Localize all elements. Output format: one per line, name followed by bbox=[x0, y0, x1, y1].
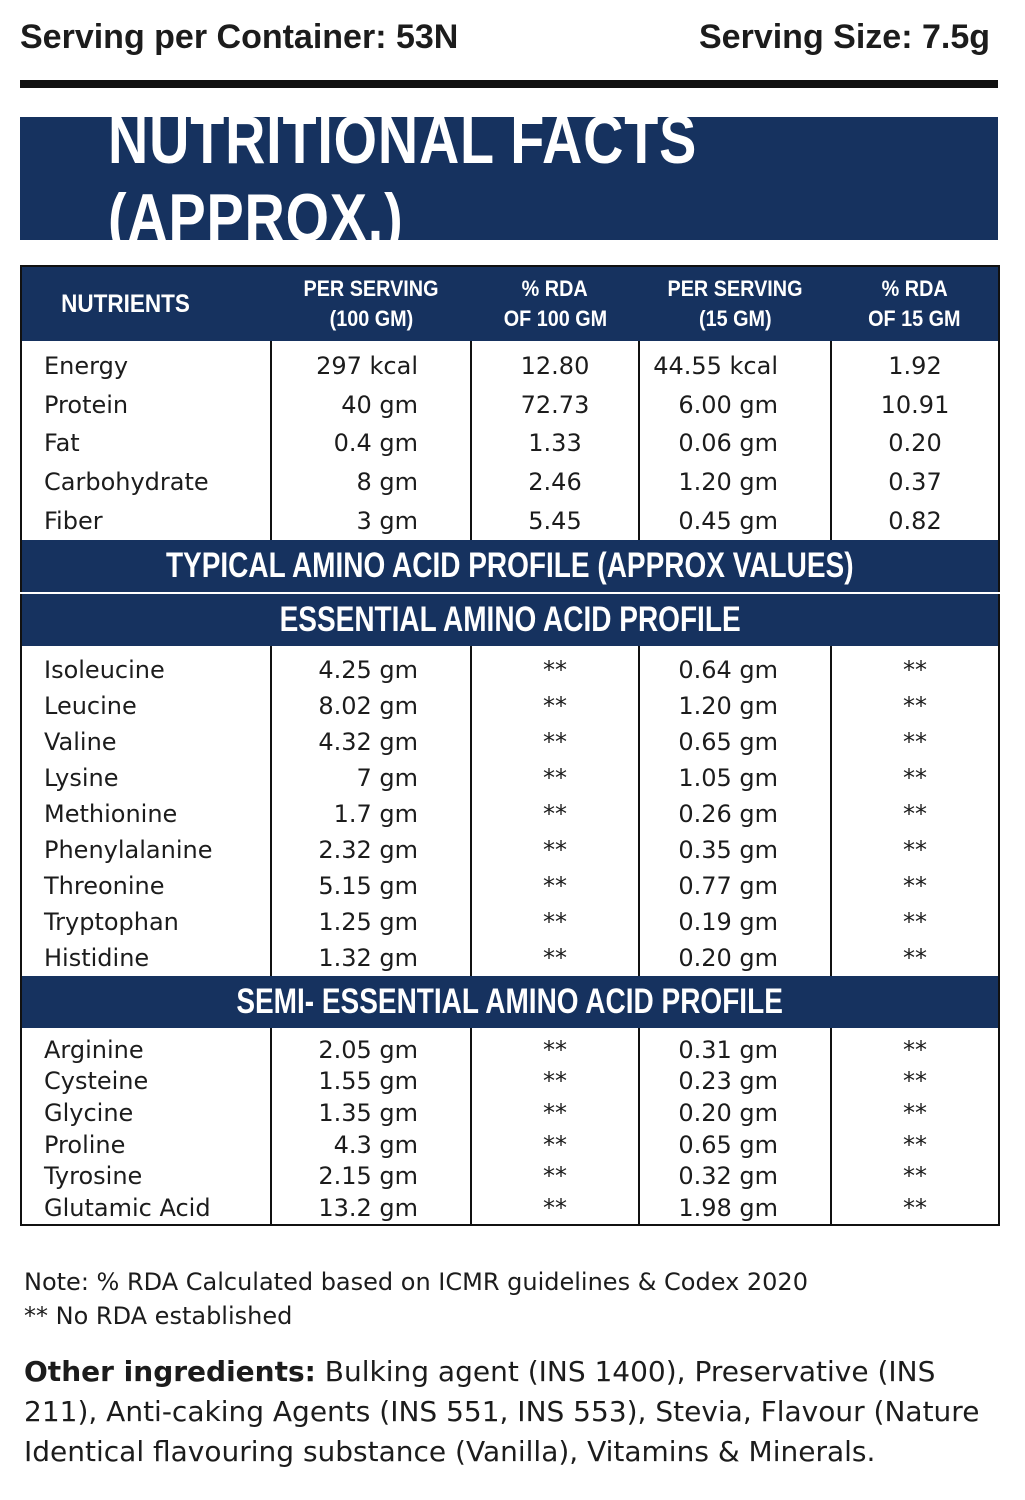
rda-15-value: 1.92 bbox=[831, 341, 999, 386]
per-serving-15-value: 0.19 gm bbox=[639, 904, 831, 940]
rda-15-value: ** bbox=[831, 646, 999, 688]
notes bbox=[24, 1265, 808, 1333]
nutrient-name: Histidine bbox=[44, 943, 150, 972]
per-serving-100-value: 1.35 gm bbox=[271, 1097, 471, 1129]
per-serving-100-value: 1.32 gm bbox=[271, 940, 471, 976]
table-row bbox=[21, 501, 999, 540]
nutrient-name: Carbohydrate bbox=[44, 468, 209, 497]
header-rda-15: % RDA OF 15 GM bbox=[831, 266, 999, 341]
ingredients-text: Bulking agent (INS 1400), Preservative (INS 211), Anti-caking Agents (INS 551, INS 553), Stevia, Flavour (Nature Identical flavouring substance (Vanilla), Vitamins & Minerals. bbox=[24, 1355, 980, 1468]
no-rda-note: ** No RDA established bbox=[24, 1302, 293, 1330]
rda-100-value: ** bbox=[471, 1028, 639, 1066]
header-per-serving-15: PER SERVING (15 GM) bbox=[639, 266, 831, 341]
table-row bbox=[21, 688, 999, 724]
per-serving-15-value: 0.23 gm bbox=[639, 1066, 831, 1098]
table-row bbox=[21, 386, 999, 425]
table-row bbox=[21, 463, 999, 502]
per-serving-15-value: 0.06 gm bbox=[639, 424, 831, 463]
per-serving-100-value: 4.25 gm bbox=[271, 646, 471, 688]
per-serving-100-value: 3 gm bbox=[271, 501, 471, 540]
nutrient-name: Phenylalanine bbox=[44, 835, 213, 864]
rda-15-value: ** bbox=[831, 868, 999, 904]
nutrition-title: NUTRITIONAL FACTS (APPROX.) bbox=[108, 101, 698, 256]
per-serving-100-value: 4.3 gm bbox=[271, 1129, 471, 1161]
per-serving-100-value: 2.32 gm bbox=[271, 832, 471, 868]
per-serving-100-value: 8 gm bbox=[271, 463, 471, 502]
per-serving-100-value: 13.2 gm bbox=[271, 1192, 471, 1225]
rda-100-value: ** bbox=[471, 1160, 639, 1192]
per-serving-15-value: 1.98 gm bbox=[639, 1192, 831, 1225]
nutrient-name: Isoleucine bbox=[44, 655, 165, 684]
table-row bbox=[21, 1066, 999, 1098]
rda-15-value: 0.20 bbox=[831, 424, 999, 463]
serving-info-bar bbox=[20, 18, 998, 68]
nutrient-name: Lysine bbox=[44, 763, 119, 792]
nutrient-name: Glycine bbox=[44, 1098, 134, 1127]
rda-15-value: ** bbox=[831, 796, 999, 832]
table-header-row bbox=[21, 266, 999, 341]
ingredients-label: Other ingredients: bbox=[24, 1355, 316, 1388]
per-serving-15-value: 0.35 gm bbox=[639, 832, 831, 868]
other-ingredients bbox=[24, 1352, 984, 1472]
serving-size: Serving Size: 7.5g bbox=[699, 18, 990, 56]
per-serving-100-value: 2.05 gm bbox=[271, 1028, 471, 1066]
per-serving-15-value: 0.26 gm bbox=[639, 796, 831, 832]
table-row bbox=[21, 832, 999, 868]
rda-100-value: 72.73 bbox=[471, 386, 639, 425]
semi-essential-section bbox=[21, 1028, 999, 1225]
table-row bbox=[21, 424, 999, 463]
essential-amino-band: ESSENTIAL AMINO ACID PROFILE bbox=[21, 593, 999, 646]
typical-amino-band: TYPICAL AMINO ACID PROFILE (APPROX VALUES) bbox=[21, 540, 999, 593]
table-row bbox=[21, 1097, 999, 1129]
nutrient-name: Glutamic Acid bbox=[44, 1193, 211, 1222]
nutrient-name: Leucine bbox=[44, 691, 137, 720]
table-row bbox=[21, 868, 999, 904]
table-row bbox=[21, 940, 999, 976]
per-serving-15-value: 44.55 kcal bbox=[639, 341, 831, 386]
table-row bbox=[21, 904, 999, 940]
nutrient-name: Methionine bbox=[44, 799, 178, 828]
per-serving-15-value: 0.65 gm bbox=[639, 1129, 831, 1161]
per-serving-15-value: 0.45 gm bbox=[639, 501, 831, 540]
header-per-serving-100: PER SERVING (100 GM) bbox=[271, 266, 471, 341]
rda-15-value: 0.37 bbox=[831, 463, 999, 502]
nutrient-name: Proline bbox=[44, 1130, 126, 1159]
rda-100-value: ** bbox=[471, 760, 639, 796]
rda-note: Note: % RDA Calculated based on ICMR guidelines & Codex 2020 bbox=[24, 1268, 808, 1296]
rda-15-value: ** bbox=[831, 1129, 999, 1161]
per-serving-15-value: 1.20 gm bbox=[639, 463, 831, 502]
per-serving-100-value: 2.15 gm bbox=[271, 1160, 471, 1192]
nutrient-name: Cysteine bbox=[44, 1067, 149, 1096]
nutrient-name: Valine bbox=[44, 727, 117, 756]
per-serving-15-value: 1.05 gm bbox=[639, 760, 831, 796]
rda-100-value: ** bbox=[471, 1097, 639, 1129]
rda-100-value: ** bbox=[471, 1192, 639, 1225]
divider-rule bbox=[20, 80, 998, 88]
per-serving-15-value: 0.64 gm bbox=[639, 646, 831, 688]
rda-15-value: ** bbox=[831, 724, 999, 760]
rda-15-value: ** bbox=[831, 688, 999, 724]
per-serving-15-value: 1.20 gm bbox=[639, 688, 831, 724]
semi-essential-band: SEMI- ESSENTIAL AMINO ACID PROFILE bbox=[21, 976, 999, 1028]
per-serving-100-value: 40 gm bbox=[271, 386, 471, 425]
per-serving-15-value: 0.20 gm bbox=[639, 940, 831, 976]
rda-15-value: ** bbox=[831, 1066, 999, 1098]
nutrition-title-banner bbox=[20, 101, 998, 256]
rda-100-value: ** bbox=[471, 904, 639, 940]
nutrient-name: Protein bbox=[44, 390, 129, 419]
rda-100-value: ** bbox=[471, 724, 639, 760]
rda-15-value: ** bbox=[831, 1097, 999, 1129]
table-row bbox=[21, 724, 999, 760]
table-row bbox=[21, 1028, 999, 1066]
rda-100-value: ** bbox=[471, 646, 639, 688]
table-row bbox=[21, 1160, 999, 1192]
per-serving-15-value: 0.31 gm bbox=[639, 1028, 831, 1066]
rda-15-value: ** bbox=[831, 940, 999, 976]
rda-15-value: ** bbox=[831, 1160, 999, 1192]
table-row bbox=[21, 760, 999, 796]
per-serving-100-value: 1.55 gm bbox=[271, 1066, 471, 1098]
rda-100-value: ** bbox=[471, 1066, 639, 1098]
rda-15-value: ** bbox=[831, 904, 999, 940]
essential-amino-section bbox=[21, 646, 999, 976]
per-serving-100-value: 4.32 gm bbox=[271, 724, 471, 760]
nutrient-name: Threonine bbox=[44, 871, 165, 900]
rda-100-value: 5.45 bbox=[471, 501, 639, 540]
per-serving-100-value: 1.25 gm bbox=[271, 904, 471, 940]
rda-15-value: 0.82 bbox=[831, 501, 999, 540]
rda-100-value: ** bbox=[471, 868, 639, 904]
per-serving-15-value: 0.77 gm bbox=[639, 868, 831, 904]
nutrient-name: Fiber bbox=[44, 506, 103, 535]
nutrient-name: Tryptophan bbox=[44, 907, 179, 936]
nutrition-table bbox=[20, 265, 1000, 1226]
per-serving-100-value: 8.02 gm bbox=[271, 688, 471, 724]
nutrient-name: Tyrosine bbox=[44, 1162, 143, 1191]
per-serving-100-value: 5.15 gm bbox=[271, 868, 471, 904]
table-row bbox=[21, 341, 999, 386]
per-serving-100-value: 7 gm bbox=[271, 760, 471, 796]
rda-100-value: 12.80 bbox=[471, 341, 639, 386]
per-serving-15-value: 0.32 gm bbox=[639, 1160, 831, 1192]
per-serving-100-value: 1.7 gm bbox=[271, 796, 471, 832]
table-row bbox=[21, 796, 999, 832]
rda-100-value: ** bbox=[471, 796, 639, 832]
rda-100-value: 1.33 bbox=[471, 424, 639, 463]
nutrient-name: Energy bbox=[44, 352, 129, 381]
nutrient-name: Fat bbox=[44, 429, 80, 458]
table-row bbox=[21, 1129, 999, 1161]
rda-15-value: ** bbox=[831, 832, 999, 868]
table-row bbox=[21, 646, 999, 688]
per-serving-15-value: 6.00 gm bbox=[639, 386, 831, 425]
per-serving-100-value: 0.4 gm bbox=[271, 424, 471, 463]
servings-per-container: Serving per Container: 53N bbox=[20, 18, 459, 56]
nutrients-section bbox=[21, 341, 999, 540]
per-serving-15-value: 0.65 gm bbox=[639, 724, 831, 760]
rda-15-value: ** bbox=[831, 760, 999, 796]
rda-15-value: ** bbox=[831, 1028, 999, 1066]
nutrient-name: Arginine bbox=[44, 1035, 144, 1064]
per-serving-100-value: 297 kcal bbox=[271, 341, 471, 386]
rda-15-value: 10.91 bbox=[831, 386, 999, 425]
rda-100-value: 2.46 bbox=[471, 463, 639, 502]
per-serving-15-value: 0.20 gm bbox=[639, 1097, 831, 1129]
rda-100-value: ** bbox=[471, 1129, 639, 1161]
header-nutrients: NUTRIENTS bbox=[21, 266, 271, 341]
rda-100-value: ** bbox=[471, 832, 639, 868]
header-rda-100: % RDA OF 100 GM bbox=[471, 266, 639, 341]
rda-100-value: ** bbox=[471, 940, 639, 976]
rda-15-value: ** bbox=[831, 1192, 999, 1225]
table-row bbox=[21, 1192, 999, 1225]
rda-100-value: ** bbox=[471, 688, 639, 724]
